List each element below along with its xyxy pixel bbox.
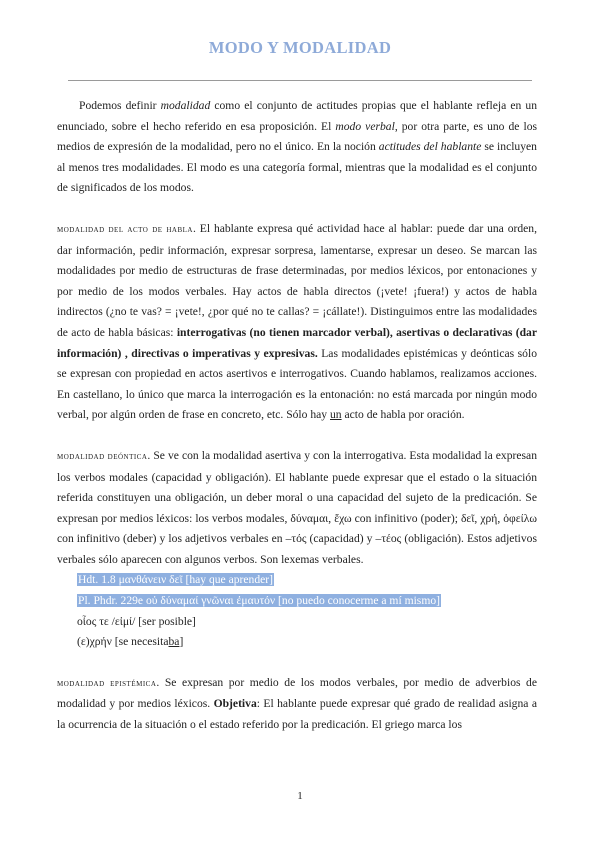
section-heading-deontica: modalidad deóntica: [57, 451, 148, 462]
title-divider: [68, 80, 532, 81]
epistemica-text-2: : El hablante puede expresar qué grado de realidad asigna a la ocurrencia de la situación o el estado referido por la predicación. El griego marca los: [57, 697, 537, 732]
highlighted-example-2[interactable]: Pl. Phdr. 229e οὐ δύναμαί γνῶναι ἐμαυτόν [no puedo conocerme a mí mismo]: [78, 594, 440, 608]
acto-bold-types: interrogativas (no tienen marcador verbal), asertivas o declarativas (dar información) , directivas o imperativas y expresivas.: [57, 325, 538, 360]
term-objetiva: Objetiva: [213, 697, 257, 711]
acto-text-1: . El hablante expresa qué actividad hace al hablar: puede dar una orden, dar información, pedir información, expresar sorpresa, lamentarse, expresar un deseo. Se marcan las modalidades por medio de estructuras de frase determinadas, por medios léxicos, por entonaciones y por medio de los modos verbales. Hay actos de habla directos (¡vete! ¡fuera!) y actos de habla indirectos (¿no te vas? = ¡vete!, ¿por qué no te callas? = ¡cállate!). Distinguimos entre las modalidades de acto de habla básicas:: [57, 221, 538, 339]
paragraph-gap: [57, 653, 537, 673]
term-actitudes-hablante: actitudes del hablante: [378, 140, 482, 154]
section-heading-epistemica: modalidad epistémica: [57, 678, 157, 689]
acto-text-3: acto de habla por oración.: [341, 408, 465, 422]
underlined-un: un: [330, 408, 342, 422]
body-text: [57, 96, 537, 736]
intro-text-2: como el conjunto de actitudes propias que el hablante refleja en un enunciado, sobre el hecho referido en esa proposición. El: [57, 99, 538, 133]
acto-habla-paragraph: [57, 219, 537, 426]
example-4-text: (ε)χρήν [se necesita: [77, 635, 169, 649]
term-modo-verbal: modo verbal: [335, 119, 395, 133]
paragraph-gap: [57, 426, 537, 446]
section-heading-acto-habla: modalidad del acto de habla: [57, 224, 193, 235]
acto-text-2: Las modalidades epistémicas y deónticas sólo se expresan con propiedad en actos asertivos e interrogativos. Cuando hablamos, realizamos acciones. En castellano, lo único que marca la interrogación es la entonación: no está marcada por ningún modo verbal, por algún orden de frase en concreto, etc. Sólo hay: [57, 346, 537, 422]
intro-paragraph: [57, 96, 537, 199]
page-number: 1: [297, 790, 303, 802]
page-title: MODO Y MODALIDAD: [208, 38, 392, 57]
intro-text-4: se incluyen al menos tres modalidades. El modo es una categoría formal, mientras que la modalidad es el conjunto de significados de los modos.: [57, 140, 537, 195]
example-line-3: οἷος τε /εἰμί/ [ser posible]: [77, 614, 196, 628]
epistemica-text-1: . Se expresan por medio de los modos verbales, por medio de adverbios de modalidad y por medios léxicos.: [57, 675, 537, 711]
intro-text-3: , por otra parte, es uno de los medios de expresión de la modalidad, pero no el único. En la noción: [57, 119, 538, 154]
example-line-1: [57, 570, 537, 591]
deontica-paragraph: [57, 446, 537, 571]
intro-text-1: Podemos definir: [79, 99, 161, 112]
highlighted-example-1[interactable]: Hdt. 1.8 μανθάνειν δεῖ [hay que aprender]: [78, 573, 274, 587]
example-4-close: ]: [179, 635, 184, 649]
example-line-2: [57, 591, 537, 612]
example-4-underlined: ba: [168, 635, 180, 649]
epistemica-paragraph: [57, 673, 537, 736]
term-modalidad: modalidad: [160, 99, 211, 112]
paragraph-gap: [57, 199, 537, 219]
deontica-text: . Se ve con la modalidad asertiva y con la interrogativa. Esta modalidad la expresan los verbos modales (capacidad y obligación). El hablante puede expresar que el estado o la situación referida constituyen una obligación, un deber moral o una capacidad del sujeto de la predicación. Se expresan por medios léxicos: los verbos modales, δύναμαι, ἔχω con infinitivo (poder); δεῖ, χρή, ὀφείλω con infinitivo (deber) y los adjetivos verbales en –τός (capacidad) y –τέος (obligación). Estos adjetivos verbales sólo aparecen con algunos verbos. Son lexemas verbales.: [57, 448, 537, 566]
example-line-4: [57, 632, 537, 653]
